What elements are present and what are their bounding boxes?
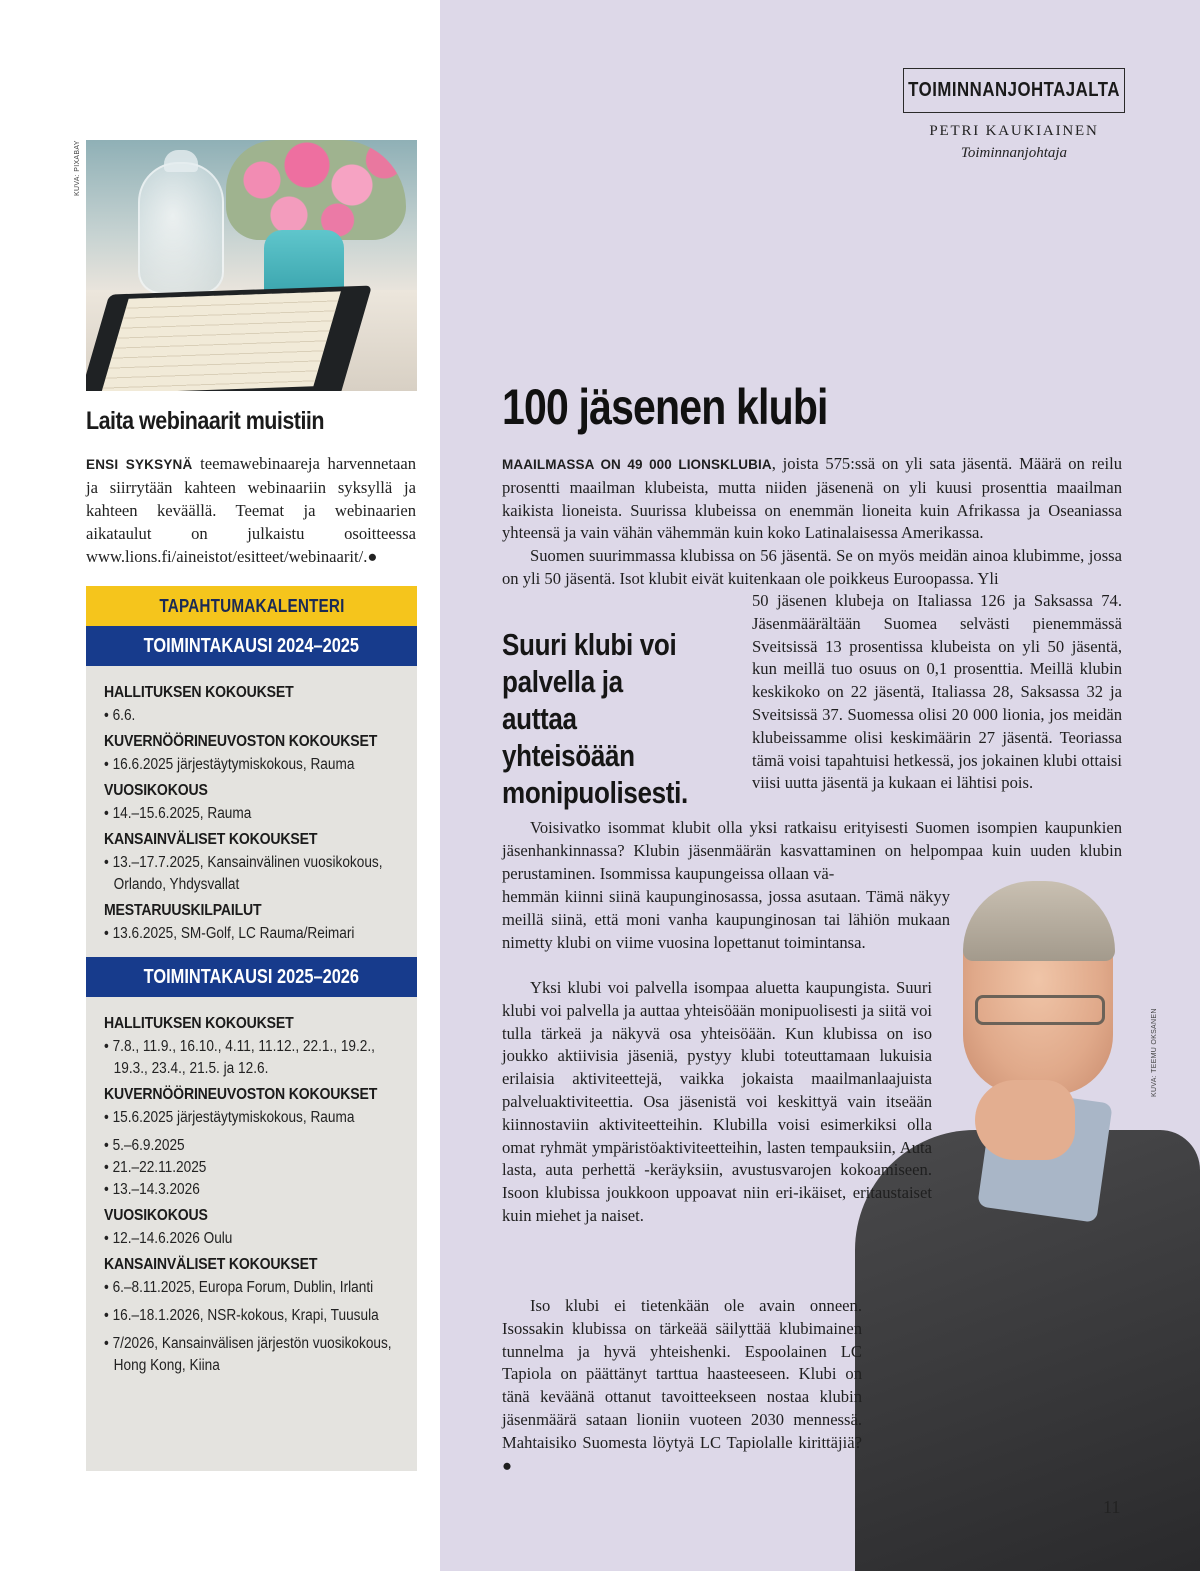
section-title: HALLITUKSEN KOKOUKSET xyxy=(104,684,294,701)
article-lead: MAAILMASSA ON 49 000 LIONSKLUBIA xyxy=(502,457,772,472)
article-title: 100 jäsenen klubi xyxy=(502,379,828,435)
calendar-item: • 15.6.2025 järjestäytymiskokous, Rauma xyxy=(104,1109,355,1126)
section-title: VUOSIKOKOUS xyxy=(104,782,208,799)
calendar-item: • 13.–17.7.2025, Kansainvälinen vuosikokous, Orlando, Yhdysvallat xyxy=(104,854,383,893)
left-column xyxy=(0,0,440,1571)
paragraph-2-side-column xyxy=(752,590,1122,795)
season-header-2024-2025: TOIMINTAKAUSI 2024–2025 xyxy=(86,626,417,666)
paragraph-3-full: Voisivatko isommat klubit olla yksi ratkaisu erityisesti Suomen isompien kaupunkien jäsenhankinnassa? Klubin jäsenmäärän kasvattaminen on helpompaa kuin uuden klubin perustaminen. Isommissa kaupungeissa ollaan vä- xyxy=(502,818,1122,883)
paragraph-1: , joista 575:ssä on yli sata jäsentä. Määrä on reilu prosentti maailman klubeista, mutta niiden jäsenenä on yli kuusi prosenttia maailman kaikista lioneista. Suurissa klubeissa on enemmän lioneita kuin Afrikassa ja Oseaniassa yhteensä ja vain vähän vähemmän kuin koko Latinalaisessa Amerikassa. xyxy=(502,454,1122,543)
planner-flowers-photo xyxy=(86,140,417,391)
portrait-credit: KUVA: TEEMU OKSANEN xyxy=(1151,1008,1158,1097)
calendar-item: • 13.–14.3.2026 xyxy=(104,1181,200,1198)
paragraph-5: Iso klubi ei tietenkään ole avain onneen. Isossakin klubissa on tärkeää säilyttää klubimainen tunnelma ja hyvä yhteishenki. Espoolainen LC Tapiola on päättänyt tarttua haasteeseen. Klubi on tänä keväänä ottanut tavoitteekseen nostaa klubin jäsenmäärä sataan lioniin vuoteen 2030 mennessä. Mahtaisiko Suomesta löytyä LC Tapiolalle kirittäjiä?● xyxy=(502,1296,862,1475)
webinar-title: Laita webinaarit muistiin xyxy=(86,407,324,435)
author-role: Toiminnanjohtaja xyxy=(960,145,1068,161)
section-title: KANSAINVÄLISET KOKOUKSET xyxy=(104,1256,318,1273)
paragraph-3-narrow-column xyxy=(502,886,950,954)
calendar-item: • 5.–6.9.2025 xyxy=(104,1137,185,1154)
pull-quote: Suuri klubi voi palvella ja auttaa yhteisöään monipuolisesti. xyxy=(502,627,688,810)
calendar-item: • 16.–18.1.2026, NSR-kokous, Krapi, Tuusula xyxy=(104,1307,379,1324)
season-body-2024-2025 xyxy=(86,666,417,957)
calendar-item: • 16.6.2025 järjestäytymiskokous, Rauma xyxy=(104,756,355,773)
paragraph-2-side: 50 jäsenen klubeja on Italiassa 126 ja Saksassa 74. Jäsenmäärältään Suomea selvästi pienemmässä Sveitsissä 13 prosentissa klubeista on yli 50 jäsentä, kun meillä tuo osuus on 0,1 prosenttia. Meillä klubin keskikoko on 22 jäsentä, Italiassa 28, Saksassa 32 ja Sveitsissä 37. Suomessa olisi 20 000 lionia, jos meidän klubeissamme olisi keskimäärin 27 jäsentä. Teoriassa tämä voisi tapahtuisi hetkessä, jos jokainen klubi ottaisi viisi uutta jäsentä ja kukaan ei lähtisi pois. xyxy=(752,591,1122,793)
photo-credit: KUVA: PIXABAY xyxy=(74,140,81,196)
season-body-2025-2026 xyxy=(86,997,417,1389)
calendar-item: • 6.–8.11.2025, Europa Forum, Dublin, Irlanti xyxy=(104,1279,374,1296)
right-column xyxy=(440,0,1200,1571)
calendar-item: • 6.6. xyxy=(104,707,136,724)
article-intro xyxy=(502,453,1122,591)
calendar-item: • 14.–15.6.2025, Rauma xyxy=(104,805,252,822)
calendar-item: • 12.–14.6.2026 Oulu xyxy=(104,1230,233,1247)
section-title: HALLITUKSEN KOKOUKSET xyxy=(104,1015,294,1032)
paragraph-2-top: Suomen suurimmassa klubissa on 56 jäsentä. Se on myös meidän ainoa klubimme, jossa on yli 50 jäsentä. Isot klubit eivät kuitenkaan ole poikkeus Euroopassa. Yli xyxy=(502,546,1122,588)
season-header-2025-2026: TOIMINTAKAUSI 2025–2026 xyxy=(86,957,417,997)
section-title: KUVERNÖÖRINEUVOSTON KOKOUKSET xyxy=(104,1086,378,1103)
page-number: 11 xyxy=(1103,1497,1121,1517)
calendar-item: • 7/2026, Kansainvälisen järjestön vuosikokous, Hong Kong, Kiina xyxy=(104,1335,392,1374)
calendar-item: • 13.6.2025, SM-Golf, LC Rauma/Reimari xyxy=(104,925,355,942)
calendar-item: • 21.–22.11.2025 xyxy=(104,1159,207,1176)
paragraph-4-column xyxy=(502,977,932,1228)
section-kicker: TOIMINNANJOHTAJALTA xyxy=(903,68,1125,113)
section-title: VUOSIKOKOUS xyxy=(104,1207,208,1224)
calendar-heading: TAPAHTUMAKALENTERI xyxy=(86,586,417,626)
section-title: KUVERNÖÖRINEUVOSTON KOKOUKSET xyxy=(104,733,378,750)
webinar-paragraph xyxy=(86,452,416,568)
calendar-item: • 7.8., 11.9., 16.10., 4.11, 11.12., 22.1., 19.2., 19.3., 23.4., 21.5. ja 12.6. xyxy=(104,1038,375,1077)
section-title: MESTARUUSKILPAILUT xyxy=(104,902,262,919)
paragraph-4: Yksi klubi voi palvella isompaa aluetta kaupungista. Suuri klubi voi palvella ja auttaa yhteisöään monipuolisesti ja siitä voi tulla tärkeä ja näkyvä osa yhteisöään. Kun klubissa on iso joukko aktiivisia jäseniä, pystyy klubi toteuttamaan lukuisia erilaisia aktiviteettejä, vaikka jokaista maailmanlaajuista palveluaktiviteettia. Osa jäsenistä voi keskittyä vain itseään kiinnostaviin aktiviteetteihin. Klubilla voisi esimerkiksi olla omat ryhmät ympäristöaktiviteetteihin, lasten tempauksiin, Auta lasta, auta perhettä -keräyksiin, avustusvarojen kokoamiseen. Isoon klubissa joukkoon uppoavat niin eri-ikäiset, eritaustaiset kuin miehet ja naiset. xyxy=(502,978,932,1225)
webinar-text: teemawebinaareja harvennetaan ja siirrytään kahteen webinaariin syksyllä ja kahteen keväällä. Teemat ja webinaarien aikataulut on julkaistu osoitteessa www.lions.fi/aineistot/esitteet/webinaarit/.● xyxy=(86,454,416,566)
section-title: KANSAINVÄLISET KOKOUKSET xyxy=(104,831,318,848)
paragraph-5-column xyxy=(502,1295,862,1477)
webinar-lead: ENSI SYKSYNÄ xyxy=(86,457,193,472)
paragraph-3-narrow: hemmän kiinni siinä kaupunginosassa, jossa asutaan. Tämä näkyy meillä siinä, että moni vanha kaupunginosan tai lähiön mukaan nimetty klubi on viime vuosina lopettanut toimintansa. xyxy=(502,887,950,952)
event-calendar xyxy=(86,586,417,1471)
author-name: PETRI KAUKIAINEN xyxy=(929,123,1099,139)
